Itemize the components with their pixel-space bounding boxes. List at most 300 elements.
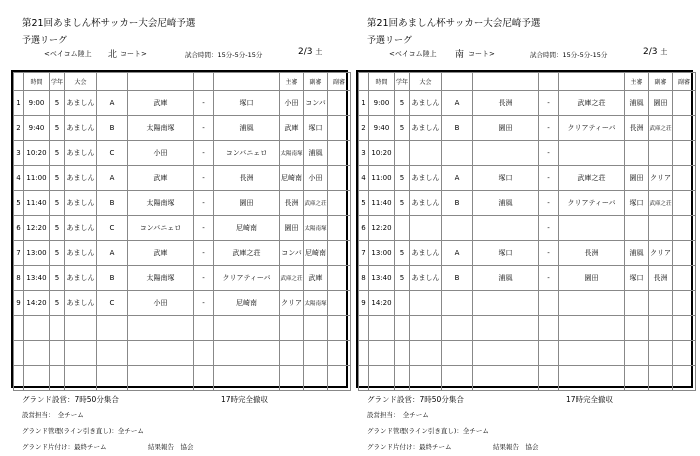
home-team: 武庫	[128, 91, 194, 116]
match-number: 8	[14, 266, 24, 291]
assistant-referee-1	[649, 316, 673, 341]
day-value: 土	[315, 48, 323, 56]
home-team	[473, 291, 539, 316]
grade	[50, 341, 65, 366]
assistant-referee-2	[673, 116, 696, 141]
block	[442, 216, 473, 241]
home-team	[473, 216, 539, 241]
assistant-referee-2	[673, 216, 696, 241]
match-number: 2	[359, 116, 369, 141]
block: C	[97, 216, 128, 241]
home-team: 長洲	[473, 91, 539, 116]
home-team: 太陽南塚	[128, 116, 194, 141]
assistant-referee-2	[328, 266, 351, 291]
column-header	[128, 73, 194, 91]
event-name: あましん	[65, 291, 97, 316]
home-team	[128, 341, 194, 366]
block	[97, 316, 128, 341]
column-header: 副審	[673, 73, 696, 91]
away-team	[559, 341, 625, 366]
grade: 5	[50, 191, 65, 216]
table-row	[359, 116, 696, 141]
table-row	[14, 341, 351, 366]
event-name: あましん	[65, 116, 97, 141]
column-header: 副審	[649, 73, 673, 91]
block: B	[442, 116, 473, 141]
versus-dash: -	[539, 241, 559, 266]
home-team: 小田	[128, 291, 194, 316]
event-name: あましん	[410, 266, 442, 291]
versus-dash: -	[194, 91, 214, 116]
table-row	[359, 266, 696, 291]
grade: 5	[50, 116, 65, 141]
event-name: あましん	[410, 91, 442, 116]
match-number: 9	[359, 291, 369, 316]
referee: 武庫	[280, 116, 304, 141]
away-team	[559, 366, 625, 391]
date-value: 2/3	[298, 47, 313, 57]
match-date	[298, 47, 322, 57]
column-header: 学年	[395, 73, 410, 91]
match-number: 1	[359, 91, 369, 116]
versus-dash	[539, 316, 559, 341]
away-team: 園田	[559, 266, 625, 291]
table-row	[359, 216, 696, 241]
home-team: 武庫	[128, 166, 194, 191]
match-number: 2	[14, 116, 24, 141]
event-name	[65, 341, 97, 366]
match-time: 11:40	[24, 191, 50, 216]
tournament-title: 第21回あましん杯サッカー大会尼崎予選	[367, 18, 541, 29]
home-team: 園田	[473, 116, 539, 141]
match-time-info: 試合時間：15分-5分-15分	[530, 51, 608, 59]
table-row	[14, 241, 351, 266]
versus-dash: -	[194, 266, 214, 291]
column-header: 時間	[369, 73, 395, 91]
ground-setup-note: グランド設営：7時50分集合	[22, 395, 119, 404]
versus-dash: -	[539, 266, 559, 291]
assistant-referee-1: 長洲	[649, 266, 673, 291]
grade: 5	[50, 141, 65, 166]
away-team: コンバニェロ	[214, 141, 280, 166]
match-time: 14:20	[369, 291, 395, 316]
ground-setup-note: グランド設営：7時50分集合	[367, 395, 464, 404]
table-row	[359, 91, 696, 116]
block	[442, 366, 473, 391]
assistant-referee-2	[328, 216, 351, 241]
assistant-referee-2	[673, 241, 696, 266]
block	[442, 341, 473, 366]
match-number: 9	[14, 291, 24, 316]
assistant-referee-2	[328, 116, 351, 141]
column-header	[97, 73, 128, 91]
match-time: 9:00	[24, 91, 50, 116]
versus-dash: -	[539, 191, 559, 216]
event-name: あましん	[65, 191, 97, 216]
assistant-referee-1: 浦風	[304, 141, 328, 166]
away-team: 園田	[214, 191, 280, 216]
match-time: 11:00	[369, 166, 395, 191]
match-number	[14, 341, 24, 366]
match-number: 6	[14, 216, 24, 241]
assistant-referee-1	[649, 341, 673, 366]
match-time: 11:40	[369, 191, 395, 216]
assistant-referee-1	[304, 341, 328, 366]
assistant-referee-1: コンバ	[304, 91, 328, 116]
referee: 浦風	[625, 241, 649, 266]
home-team: 太陽南塚	[128, 191, 194, 216]
schedule-sheet-north	[10, 0, 350, 456]
block	[442, 141, 473, 166]
block	[97, 341, 128, 366]
match-number	[359, 316, 369, 341]
referee: 小田	[280, 91, 304, 116]
assistant-referee-2	[328, 166, 351, 191]
grade: 5	[395, 116, 410, 141]
assistant-referee-1: 武庫之荘	[649, 191, 673, 216]
match-number: 7	[14, 241, 24, 266]
home-team: 塚口	[473, 241, 539, 266]
column-header	[359, 73, 369, 91]
match-time	[24, 316, 50, 341]
column-header: 時間	[24, 73, 50, 91]
match-time: 9:40	[24, 116, 50, 141]
match-number	[14, 316, 24, 341]
away-team: クリアティーバ	[559, 116, 625, 141]
referee: 武庫之荘	[280, 266, 304, 291]
withdraw-note: 17時完全撤収	[221, 395, 269, 404]
match-time: 10:20	[24, 141, 50, 166]
column-header	[539, 73, 559, 91]
away-team: クリアティーバ	[214, 266, 280, 291]
assistant-referee-1: 武庫之荘	[649, 116, 673, 141]
away-team	[214, 341, 280, 366]
match-time: 12:20	[369, 216, 395, 241]
match-time	[369, 316, 395, 341]
referee: 長洲	[625, 116, 649, 141]
assistant-referee-1: 小田	[304, 166, 328, 191]
versus-dash	[194, 316, 214, 341]
table-row	[14, 91, 351, 116]
block: B	[442, 191, 473, 216]
assistant-referee-2	[673, 266, 696, 291]
column-header: 主審	[625, 73, 649, 91]
event-name: あましん	[65, 141, 97, 166]
home-team: 塚口	[473, 166, 539, 191]
match-time: 9:40	[369, 116, 395, 141]
event-name	[65, 316, 97, 341]
withdraw-note: 17時完全撤収	[566, 395, 614, 404]
assistant-referee-2	[328, 91, 351, 116]
column-header	[194, 73, 214, 91]
grade: 5	[395, 166, 410, 191]
referee	[280, 341, 304, 366]
versus-dash: -	[539, 91, 559, 116]
home-team: 浦風	[473, 191, 539, 216]
table-row	[359, 316, 696, 341]
referee	[280, 366, 304, 391]
grade: 5	[50, 266, 65, 291]
versus-dash: -	[194, 166, 214, 191]
line-management-note: グランド管理(ライン引き直し)：全チーム	[22, 427, 144, 435]
day-value: 土	[660, 48, 668, 56]
away-team: 武庫之荘	[559, 91, 625, 116]
home-team	[473, 141, 539, 166]
block: A	[442, 91, 473, 116]
block: B	[97, 191, 128, 216]
setup-staff-note: 設営担当： 全チーム	[22, 411, 84, 419]
home-team: 浦風	[473, 266, 539, 291]
assistant-referee-1	[649, 366, 673, 391]
referee: コンバ	[280, 241, 304, 266]
grade: 5	[395, 191, 410, 216]
match-time: 11:00	[24, 166, 50, 191]
match-time: 13:40	[369, 266, 395, 291]
block: B	[97, 266, 128, 291]
home-team: 太陽南塚	[128, 266, 194, 291]
match-number: 6	[359, 216, 369, 241]
versus-dash: -	[194, 116, 214, 141]
grade	[50, 316, 65, 341]
versus-dash: -	[539, 116, 559, 141]
versus-dash	[539, 341, 559, 366]
versus-dash: -	[194, 241, 214, 266]
match-number: 4	[359, 166, 369, 191]
away-team	[214, 366, 280, 391]
grade	[395, 216, 410, 241]
venue-label: <ベイコム陸上	[44, 50, 92, 58]
event-name	[410, 141, 442, 166]
date-value: 2/3	[643, 47, 658, 57]
grade: 5	[50, 166, 65, 191]
assistant-referee-1: クリア	[649, 241, 673, 266]
referee: 浦風	[625, 91, 649, 116]
table-row	[359, 141, 696, 166]
versus-dash	[194, 366, 214, 391]
match-number: 3	[14, 141, 24, 166]
block	[442, 316, 473, 341]
match-time: 9:00	[369, 91, 395, 116]
versus-dash: -	[194, 216, 214, 241]
match-number	[14, 366, 24, 391]
league-subtitle: 予選リーグ	[22, 36, 68, 46]
match-number: 5	[359, 191, 369, 216]
away-team	[559, 316, 625, 341]
referee	[280, 316, 304, 341]
table-header-row	[359, 73, 696, 91]
assistant-referee-1: 太陽南塚	[304, 291, 328, 316]
match-number: 8	[359, 266, 369, 291]
table-row	[14, 191, 351, 216]
grade: 5	[50, 291, 65, 316]
line-management-note: グランド管理(ライン引き直し)：全チーム	[367, 427, 489, 435]
event-name: あましん	[65, 216, 97, 241]
grade: 5	[395, 91, 410, 116]
table-row	[359, 341, 696, 366]
assistant-referee-2	[673, 341, 696, 366]
event-name: あましん	[65, 241, 97, 266]
assistant-referee-1: 園田	[649, 91, 673, 116]
away-team	[214, 316, 280, 341]
match-time	[369, 341, 395, 366]
column-header	[473, 73, 539, 91]
home-team: 小田	[128, 141, 194, 166]
assistant-referee-2	[673, 166, 696, 191]
referee	[625, 141, 649, 166]
match-time: 14:20	[24, 291, 50, 316]
versus-dash: -	[194, 141, 214, 166]
table-row	[359, 291, 696, 316]
match-number: 4	[14, 166, 24, 191]
away-team	[559, 141, 625, 166]
table-row	[359, 366, 696, 391]
column-header: 主審	[280, 73, 304, 91]
table-row	[14, 141, 351, 166]
report-note: 結果報告 協会	[148, 443, 194, 451]
event-name: あましん	[65, 266, 97, 291]
court-name: 南	[455, 50, 465, 60]
grade	[395, 291, 410, 316]
match-time: 13:00	[369, 241, 395, 266]
assistant-referee-1: 太陽南塚	[304, 216, 328, 241]
match-time: 13:40	[24, 266, 50, 291]
home-team	[473, 341, 539, 366]
assistant-referee-2	[673, 291, 696, 316]
referee	[625, 216, 649, 241]
match-time: 10:20	[369, 141, 395, 166]
match-time: 12:20	[24, 216, 50, 241]
away-team: 尼崎南	[214, 291, 280, 316]
assistant-referee-1: 尼崎南	[304, 241, 328, 266]
versus-dash: -	[539, 166, 559, 191]
home-team	[128, 366, 194, 391]
table-row	[14, 116, 351, 141]
referee: 園田	[625, 166, 649, 191]
match-time	[369, 366, 395, 391]
grade: 5	[50, 91, 65, 116]
schedule-sheet-south	[355, 0, 695, 456]
assistant-referee-2	[673, 141, 696, 166]
schedule-table	[358, 72, 696, 391]
event-name	[410, 316, 442, 341]
table-row	[14, 366, 351, 391]
referee: 塚口	[625, 266, 649, 291]
assistant-referee-1: 武庫	[304, 266, 328, 291]
cleanup-note: グランド片付け：最終チーム	[367, 443, 452, 451]
away-team: 長洲	[559, 241, 625, 266]
column-header	[214, 73, 280, 91]
schedule-table-frame	[11, 70, 348, 388]
table-row	[14, 216, 351, 241]
versus-dash: -	[539, 216, 559, 241]
away-team: 尼崎南	[214, 216, 280, 241]
grade: 5	[395, 266, 410, 291]
grade: 5	[395, 241, 410, 266]
match-date	[643, 47, 667, 57]
column-header	[559, 73, 625, 91]
schedule-table	[13, 72, 351, 391]
versus-dash	[539, 366, 559, 391]
block	[442, 291, 473, 316]
block	[97, 366, 128, 391]
table-row	[14, 316, 351, 341]
assistant-referee-2	[673, 191, 696, 216]
assistant-referee-1: クリア	[649, 166, 673, 191]
home-team	[128, 316, 194, 341]
assistant-referee-1	[649, 216, 673, 241]
event-name: あましん	[410, 241, 442, 266]
block: A	[97, 91, 128, 116]
block: B	[97, 116, 128, 141]
assistant-referee-2	[673, 366, 696, 391]
versus-dash: -	[194, 291, 214, 316]
grade: 5	[50, 216, 65, 241]
column-header	[14, 73, 24, 91]
table-row	[14, 291, 351, 316]
versus-dash: -	[539, 141, 559, 166]
event-name: あましん	[410, 191, 442, 216]
away-team: 武庫之荘	[559, 166, 625, 191]
assistant-referee-2	[328, 341, 351, 366]
assistant-referee-2	[328, 241, 351, 266]
match-number: 3	[359, 141, 369, 166]
referee: 太陽南塚	[280, 141, 304, 166]
column-header: 学年	[50, 73, 65, 91]
column-header	[442, 73, 473, 91]
cleanup-note: グランド片付け：最終チーム	[22, 443, 107, 451]
referee	[625, 291, 649, 316]
table-row	[14, 266, 351, 291]
column-header: 大会	[65, 73, 97, 91]
match-time-info: 試合時間：15分-5分-15分	[185, 51, 263, 59]
match-time	[24, 341, 50, 366]
assistant-referee-1	[649, 141, 673, 166]
away-team: 浦風	[214, 116, 280, 141]
away-team	[559, 291, 625, 316]
versus-dash: -	[194, 191, 214, 216]
assistant-referee-2	[328, 141, 351, 166]
block: C	[97, 291, 128, 316]
versus-dash	[539, 291, 559, 316]
event-name: あましん	[410, 116, 442, 141]
grade	[395, 366, 410, 391]
event-name	[410, 341, 442, 366]
table-row	[359, 191, 696, 216]
event-name	[410, 291, 442, 316]
assistant-referee-2	[673, 91, 696, 116]
table-row	[14, 166, 351, 191]
block: A	[442, 166, 473, 191]
away-team: クリアティーバ	[559, 191, 625, 216]
tournament-title: 第21回あましん杯サッカー大会尼崎予選	[22, 18, 196, 29]
match-number	[359, 366, 369, 391]
league-subtitle: 予選リーグ	[367, 36, 413, 46]
court-name: 北	[108, 50, 118, 60]
event-name	[410, 216, 442, 241]
away-team: 武庫之荘	[214, 241, 280, 266]
venue-label: <ベイコム陸上	[389, 50, 437, 58]
match-number: 5	[14, 191, 24, 216]
referee: 尼崎南	[280, 166, 304, 191]
referee	[625, 316, 649, 341]
assistant-referee-1	[304, 366, 328, 391]
referee: 園田	[280, 216, 304, 241]
match-number: 7	[359, 241, 369, 266]
match-number	[359, 341, 369, 366]
block: A	[97, 241, 128, 266]
home-team: コンバニェロ	[128, 216, 194, 241]
block: B	[442, 266, 473, 291]
